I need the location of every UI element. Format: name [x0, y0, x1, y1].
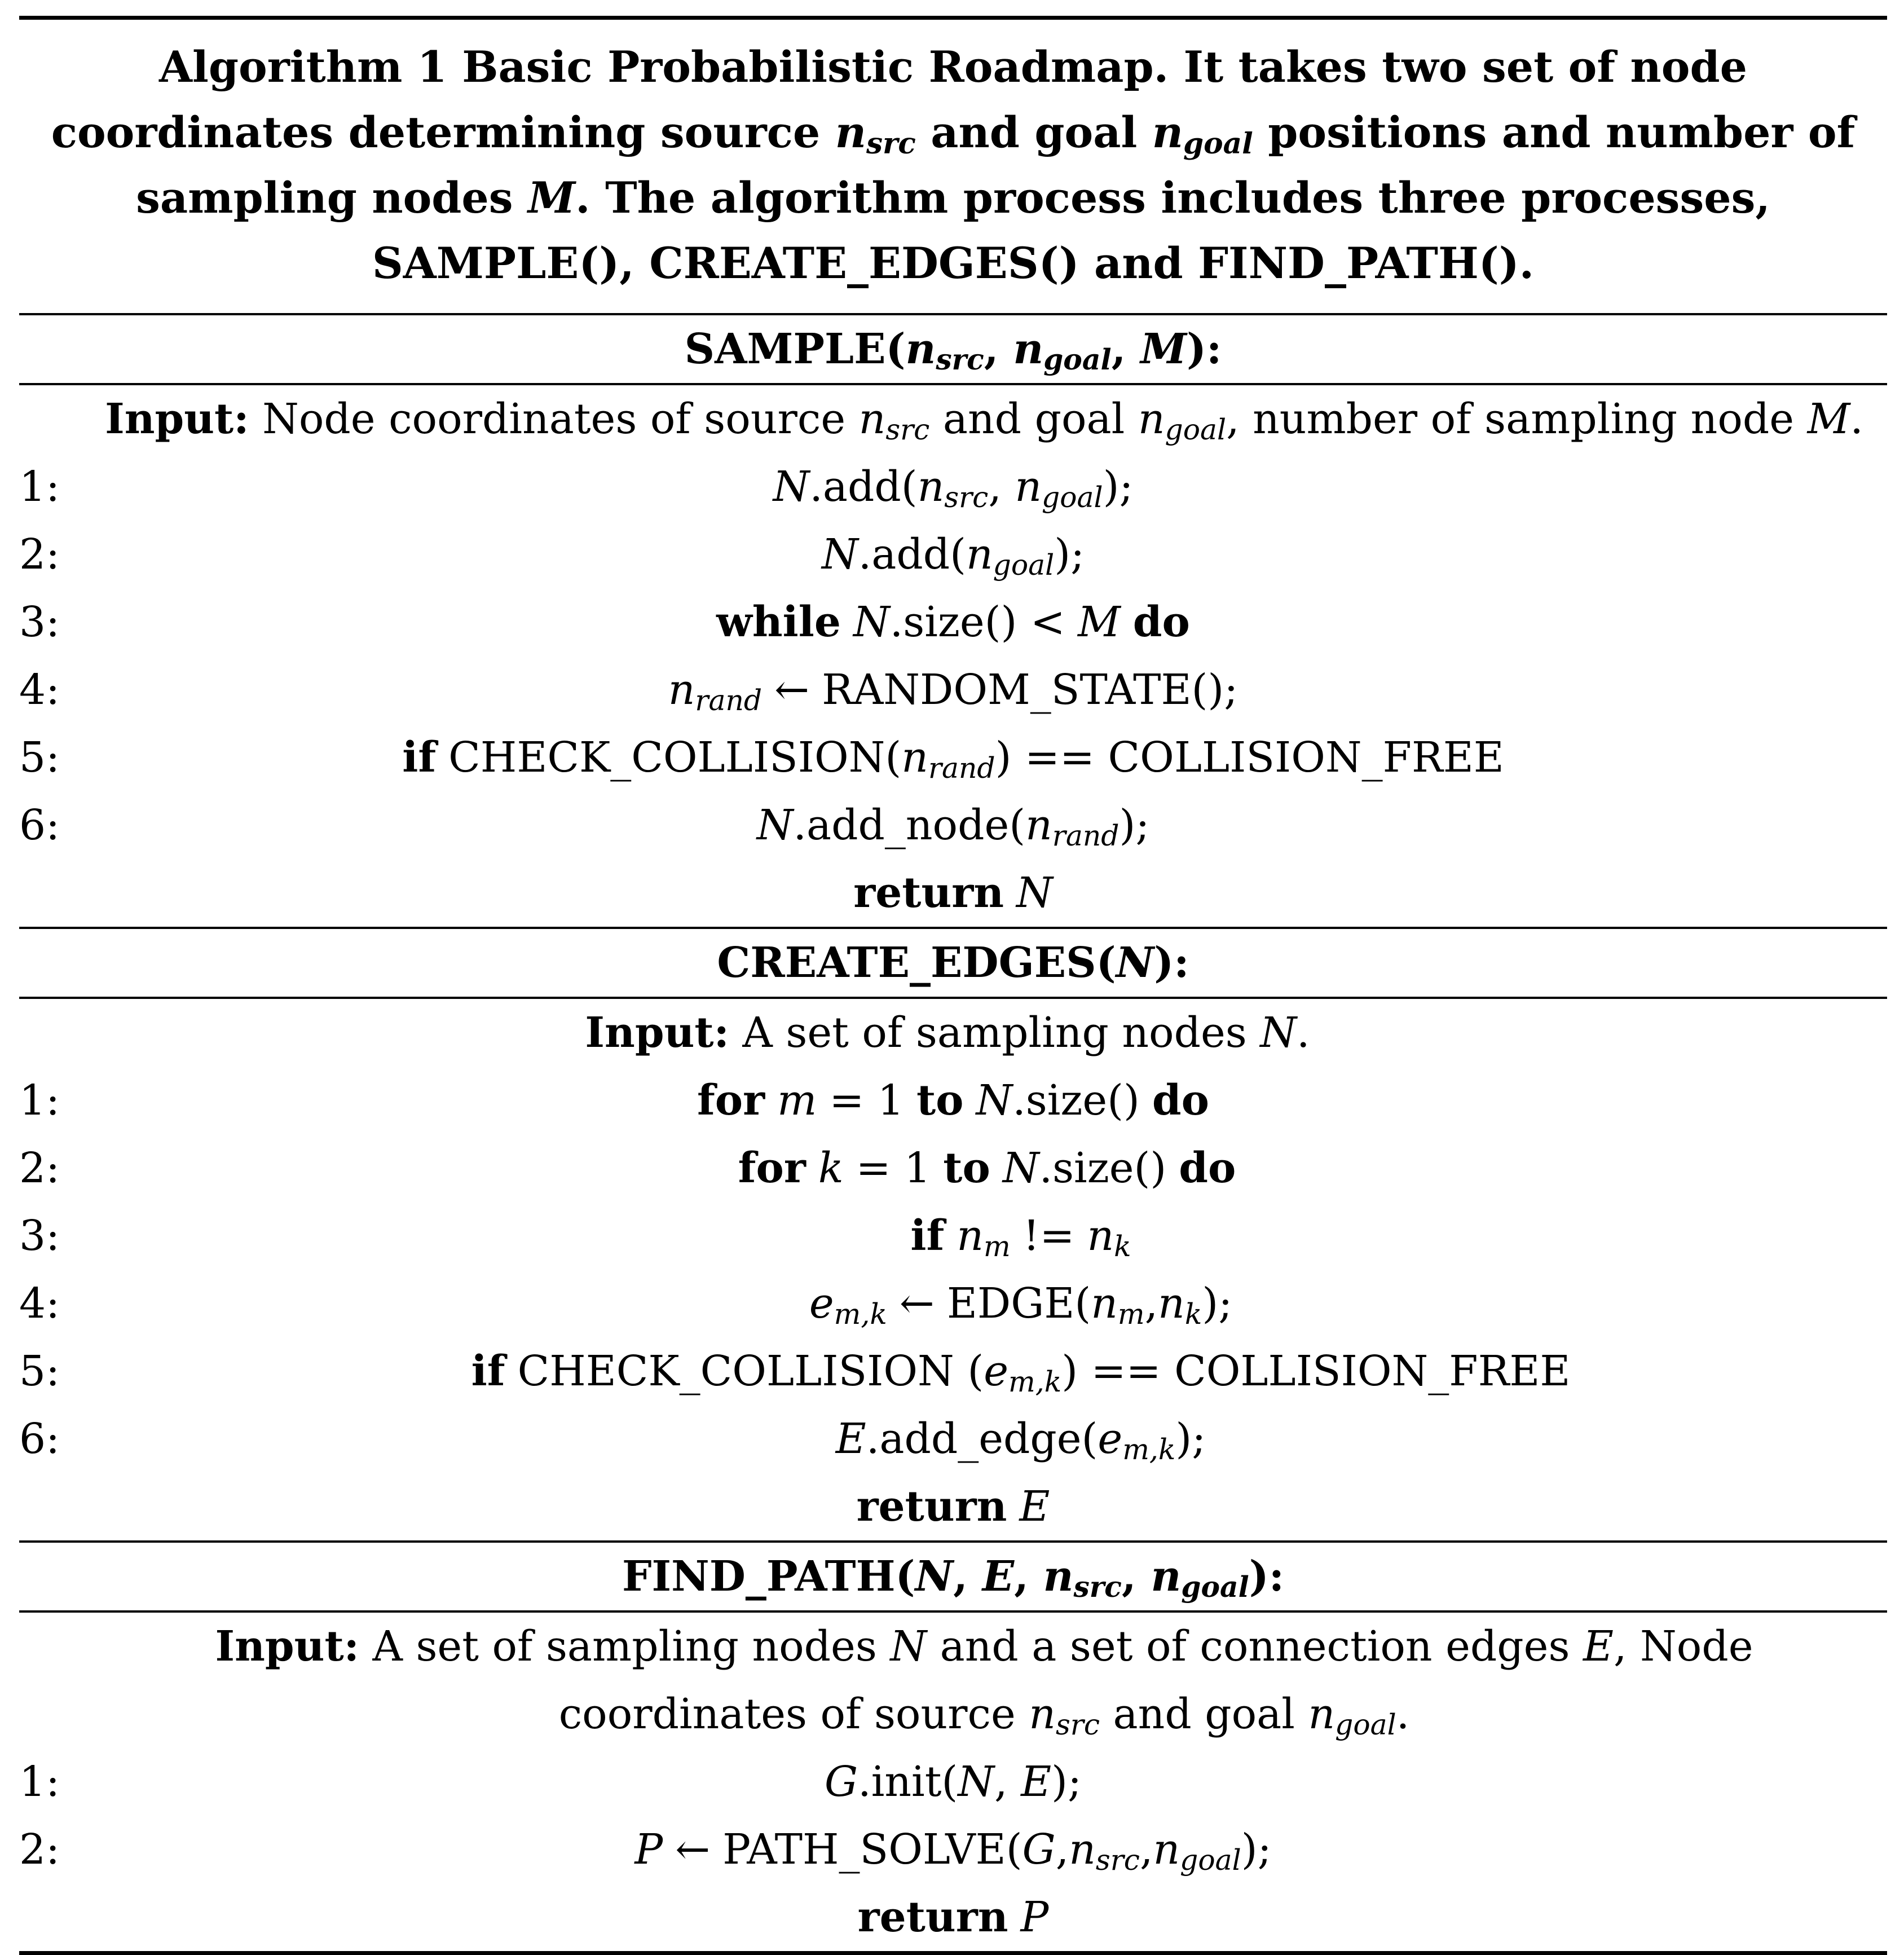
var-M: M: [1077, 598, 1121, 646]
kw-do: do: [1132, 598, 1190, 646]
edges-title: [19, 929, 1887, 997]
path-return: [19, 1883, 1887, 1951]
kw-to: to: [916, 1076, 964, 1125]
var-N: N: [756, 801, 794, 849]
caption-sub-goal: goal: [1183, 126, 1253, 161]
v-sub-mk: m,k: [1008, 1365, 1062, 1399]
fn-add-edge: .add_edge(: [866, 1415, 1098, 1463]
sample-return: [19, 859, 1887, 927]
assign-arrow: ←: [899, 1279, 935, 1328]
line-number: 1:: [19, 1076, 60, 1125]
algorithm-caption: [19, 20, 1887, 313]
line-number: 2:: [19, 1825, 60, 1874]
v-sub-m: m: [1117, 1297, 1145, 1331]
var-N: N: [853, 598, 890, 646]
edges-line-2: [19, 1134, 1887, 1202]
pt-n2: n: [1151, 1552, 1182, 1601]
var-G: G: [825, 1758, 858, 1806]
t-src: src: [936, 343, 984, 377]
sample-line-3: [19, 588, 1887, 656]
path-title-end: ):: [1249, 1552, 1285, 1601]
var-N: N: [773, 463, 810, 511]
var-N: N: [821, 530, 858, 579]
line-number: 2:: [19, 530, 60, 579]
v-comma: ,: [994, 1758, 1021, 1806]
sample-input-text-2: and goal: [942, 395, 1125, 443]
v-sub-m: m: [983, 1230, 1011, 1263]
kw-do: do: [1179, 1144, 1236, 1192]
sample-title-name: SAMPLE(: [684, 325, 906, 373]
pi-e: E: [1583, 1622, 1614, 1671]
v-sub-mk: m,k: [1122, 1433, 1176, 1467]
kw-for: for: [697, 1076, 765, 1125]
fn-size: .size() <: [889, 598, 1065, 646]
sample-input-text-4: .: [1850, 395, 1863, 443]
si-n2: n: [1138, 395, 1165, 443]
code-end: );: [1054, 530, 1085, 579]
edges-line-4: [19, 1270, 1887, 1337]
path-input-label: Input:: [215, 1622, 359, 1671]
sample-title-end: ):: [1187, 325, 1222, 373]
assign-arrow: ←: [774, 666, 810, 714]
v-comma: ,: [1139, 1825, 1153, 1874]
sample-input: [19, 385, 1887, 453]
fn-check-collision: CHECK_COLLISION (: [517, 1347, 984, 1395]
caption-var-n2: n: [1152, 107, 1184, 157]
var-N: N: [1016, 869, 1053, 917]
fn-check-collision: CHECK_COLLISION(: [448, 733, 902, 782]
var-N: N: [1002, 1144, 1039, 1192]
kw-return: return: [856, 1482, 1007, 1531]
v-e: e: [1098, 1415, 1123, 1463]
edges-line-3: [19, 1202, 1887, 1270]
var-P: P: [634, 1825, 663, 1874]
v-rand: rand: [695, 684, 763, 717]
var-k: k: [818, 1144, 844, 1192]
pi-goal: goal: [1335, 1708, 1396, 1742]
fn-random-state: RANDOM_STATE();: [822, 666, 1239, 714]
v-n: n: [1087, 1212, 1114, 1260]
assign-arrow: ←: [675, 1825, 711, 1874]
sample-input-label: Input:: [105, 395, 249, 443]
edges-return: [19, 1473, 1887, 1540]
fn-add: .add(: [858, 530, 966, 579]
algorithm-box: [19, 16, 1887, 1955]
pt-n1: n: [1043, 1552, 1074, 1601]
edges-input-label: Input:: [585, 1009, 729, 1057]
caption-text-2: and goal: [931, 107, 1138, 157]
var-G: G: [1022, 1825, 1056, 1874]
t-comma2: ,: [1111, 325, 1141, 373]
edges-input-end: .: [1297, 1009, 1310, 1057]
path-line-1: [19, 1748, 1887, 1816]
code-end: );: [1241, 1825, 1272, 1874]
kw-if: if: [402, 733, 437, 782]
eq-1: = 1: [829, 1076, 904, 1125]
v-n: n: [966, 530, 993, 579]
caption-text-3: positions and number of sampling nodes: [136, 107, 1855, 223]
v-n: n: [1025, 801, 1052, 849]
path-input-text-2: and a set of connection edges: [940, 1622, 1570, 1671]
kw-if: if: [910, 1212, 945, 1260]
eq-1: = 1: [856, 1144, 931, 1192]
caption-var-m: M: [528, 173, 576, 223]
t-comma1: ,: [984, 325, 1013, 373]
caption-var-n: n: [835, 107, 867, 157]
pi-n1: n: [1029, 1690, 1056, 1738]
line-number: 1:: [19, 463, 60, 511]
op-neq: !=: [1022, 1212, 1075, 1260]
fn-init: .init(: [858, 1758, 958, 1806]
v-n: n: [1153, 1825, 1180, 1874]
t-goal: goal: [1043, 343, 1112, 377]
v-sub-mk: m,k: [834, 1297, 887, 1331]
v-e: e: [984, 1347, 1008, 1395]
kw-return: return: [853, 869, 1004, 917]
v-n: n: [1158, 1279, 1185, 1328]
var-P: P: [1020, 1893, 1049, 1941]
si-m: M: [1807, 395, 1850, 443]
t-n1: n: [905, 325, 936, 373]
fn-size: .size(): [1039, 1144, 1167, 1192]
code-end: );: [1202, 1279, 1233, 1328]
edges-line-5: [19, 1337, 1887, 1405]
sample-line-5: [19, 724, 1887, 791]
v-n: n: [901, 733, 928, 782]
code-end: ) == COLLISION_FREE: [995, 733, 1504, 782]
v-n: n: [917, 463, 945, 511]
pt-comma2: ,: [1014, 1552, 1043, 1601]
path-input: [19, 1613, 1887, 1748]
code-end: );: [1103, 463, 1134, 511]
var-N: N: [958, 1758, 995, 1806]
si-goal: goal: [1165, 413, 1227, 447]
path-input-text-3: , Node coordinates of source: [558, 1622, 1753, 1738]
v-n: n: [1091, 1279, 1118, 1328]
line-number: 4:: [19, 666, 60, 714]
line-number: 4:: [19, 1279, 60, 1328]
sample-input-text-1: Node coordinates of source: [262, 395, 846, 443]
ei-n: N: [1260, 1009, 1297, 1057]
v-n: n: [1069, 1825, 1096, 1874]
pt-n: N: [915, 1552, 954, 1601]
line-number: 6:: [19, 801, 60, 849]
pi-n2: n: [1308, 1690, 1336, 1738]
kw-do: do: [1152, 1076, 1210, 1125]
caption-text-1: Algorithm 1 Basic Probabilistic Roadmap. It takes two set of node coordinates determining source: [51, 42, 1747, 157]
edges-input-text: A set of sampling nodes: [742, 1009, 1247, 1057]
v-comma: ,: [1055, 1825, 1069, 1874]
kw-return: return: [857, 1893, 1008, 1941]
fn-path-solve: PATH_SOLVE(: [722, 1825, 1022, 1874]
v-comma: ,: [1144, 1279, 1158, 1328]
edges-title-end: ):: [1154, 939, 1189, 987]
var-E: E: [1019, 1482, 1050, 1531]
caption-text-4: . The algorithm process includes three processes, SAMPLE(), CREATE_EDGES() and FIND_PATH().: [372, 173, 1770, 288]
line-number: 1:: [19, 1758, 60, 1806]
v-rand: rand: [1052, 819, 1120, 853]
v-sub-k: k: [1184, 1297, 1202, 1331]
t-m: M: [1140, 325, 1187, 373]
pi-src: src: [1055, 1708, 1100, 1742]
pi-n: N: [890, 1622, 927, 1671]
line-number: 5:: [19, 733, 60, 782]
line-number: 2:: [19, 1144, 60, 1192]
path-input-text-5: .: [1396, 1690, 1410, 1738]
sample-title: [19, 315, 1887, 383]
line-number: 6:: [19, 1415, 60, 1463]
et-n: N: [1116, 939, 1154, 987]
sample-line-4: [19, 656, 1887, 724]
var-E: E: [835, 1415, 866, 1463]
si-src: src: [885, 413, 930, 447]
line-number: 5:: [19, 1347, 60, 1395]
path-title-name: FIND_PATH(: [622, 1552, 915, 1601]
pt-src: src: [1073, 1570, 1122, 1604]
kw-to: to: [943, 1144, 990, 1192]
si-n1: n: [858, 395, 886, 443]
pt-comma3: ,: [1121, 1552, 1151, 1601]
v-n: n: [668, 666, 695, 714]
v-n: n: [1015, 463, 1042, 511]
bottom-rule: [19, 1951, 1887, 1955]
pt-goal: goal: [1181, 1570, 1249, 1604]
code-end: );: [1051, 1758, 1082, 1806]
path-title: [19, 1543, 1887, 1610]
fn-add: .add(: [809, 463, 918, 511]
v-e: e: [809, 1279, 834, 1328]
kw-while: while: [716, 598, 841, 646]
v-src: src: [1095, 1843, 1140, 1877]
v-goal: goal: [1042, 481, 1103, 514]
caption-sub-src: src: [866, 126, 916, 161]
edges-line-6: [19, 1405, 1887, 1473]
var-E: E: [1021, 1758, 1052, 1806]
v-goal: goal: [1180, 1843, 1241, 1877]
sample-line-6: [19, 791, 1887, 859]
fn-edge: EDGE(: [946, 1279, 1091, 1328]
code-end: );: [1119, 801, 1150, 849]
var-m: m: [777, 1076, 817, 1125]
code-end: );: [1175, 1415, 1206, 1463]
fn-size: .size(): [1012, 1076, 1140, 1125]
sample-line-2: [19, 521, 1887, 588]
line-number: 3:: [19, 598, 60, 646]
code-end: ) == COLLISION_FREE: [1061, 1347, 1571, 1395]
v-comma: ,: [988, 463, 1015, 511]
path-input-text-4: and goal: [1113, 1690, 1295, 1738]
sample-line-1: [19, 453, 1887, 521]
fn-add-node: .add_node(: [793, 801, 1026, 849]
path-input-text-1: A set of sampling nodes: [372, 1622, 877, 1671]
edges-title-name: CREATE_EDGES(: [717, 939, 1116, 987]
v-sub-k: k: [1114, 1230, 1131, 1263]
sample-input-text-3: , number of sampling node: [1226, 395, 1795, 443]
top-rule: [19, 16, 1887, 20]
kw-for: for: [738, 1144, 806, 1192]
v-rand: rand: [928, 751, 995, 785]
var-N: N: [976, 1076, 1013, 1125]
t-n2: n: [1013, 325, 1044, 373]
pt-e: E: [982, 1552, 1015, 1601]
line-number: 3:: [19, 1212, 60, 1260]
kw-if: if: [471, 1347, 505, 1395]
v-src: src: [944, 481, 989, 514]
pt-comma1: ,: [953, 1552, 982, 1601]
edges-line-1: [19, 1067, 1887, 1134]
v-n: n: [957, 1212, 984, 1260]
edges-input: [19, 999, 1887, 1067]
v-goal: goal: [993, 548, 1055, 582]
path-line-2: [19, 1816, 1887, 1883]
